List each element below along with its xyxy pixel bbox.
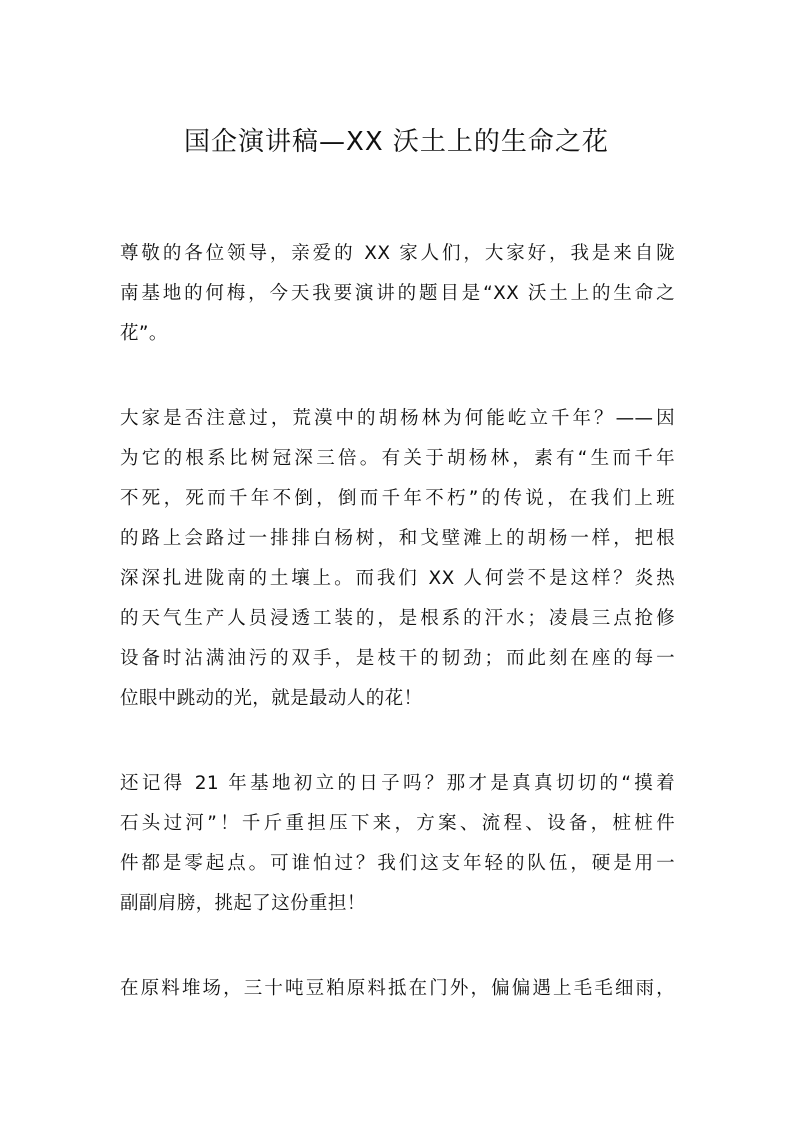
text-line: 的路上会路过一排排白杨树，和戈壁滩上的胡杨一样，把根: [120, 528, 675, 549]
text-line: 大家是否注意过，荒漠中的胡杨林为何能屹立千年？——因: [120, 408, 675, 429]
text-line: 石头过河”！千斤重担压下来，方案、流程、设备，桩桩件: [120, 813, 675, 834]
text-line: 花”。: [120, 323, 168, 344]
text-line: 副副肩膀，挑起了这份重担！: [120, 893, 366, 914]
text-line: 设备时沾满油污的双手，是枝干的韧劲；而此刻在座的每一: [120, 648, 675, 669]
document-body: [120, 234, 675, 1054]
text-line: 件都是零起点。可谁怕过？我们这支年轻的队伍，硬是用一: [120, 853, 675, 874]
text-line: 不死，死而千年不倒，倒而千年不朽”的传说，在我们上班: [120, 488, 675, 509]
paragraph-populus: [120, 399, 675, 719]
text-line: 尊敬的各位领导，亲爱的 XX 家人们，大家好，我是来自陇: [120, 243, 675, 264]
paragraph-founding: [120, 764, 675, 924]
text-line: 为它的根系比树冠深三倍。有关于胡杨林，素有“生而千年: [120, 448, 675, 469]
text-line: 在原料堆场，三十吨豆粕原料抵在门外，偏偏遇上毛毛细雨，: [120, 978, 675, 999]
text-line: 还记得 21 年基地初立的日子吗？那才是真真切切的“摸着: [120, 773, 675, 794]
document-title: 国企演讲稿—XX 沃土上的生命之花: [184, 127, 609, 157]
paragraph-raw-material: [120, 969, 675, 1009]
text-line: 位眼中跳动的光，就是最动人的花！: [120, 688, 423, 709]
text-line: 深深扎进陇南的土壤上。而我们 XX 人何尝不是这样？炎热: [120, 568, 675, 589]
text-line: 南基地的何梅，今天我要演讲的题目是“XX 沃土上的生命之: [120, 283, 675, 304]
text-line: 的天气生产人员浸透工装的，是根系的汗水；凌晨三点抢修: [120, 608, 675, 629]
paragraph-greeting: [120, 234, 675, 354]
